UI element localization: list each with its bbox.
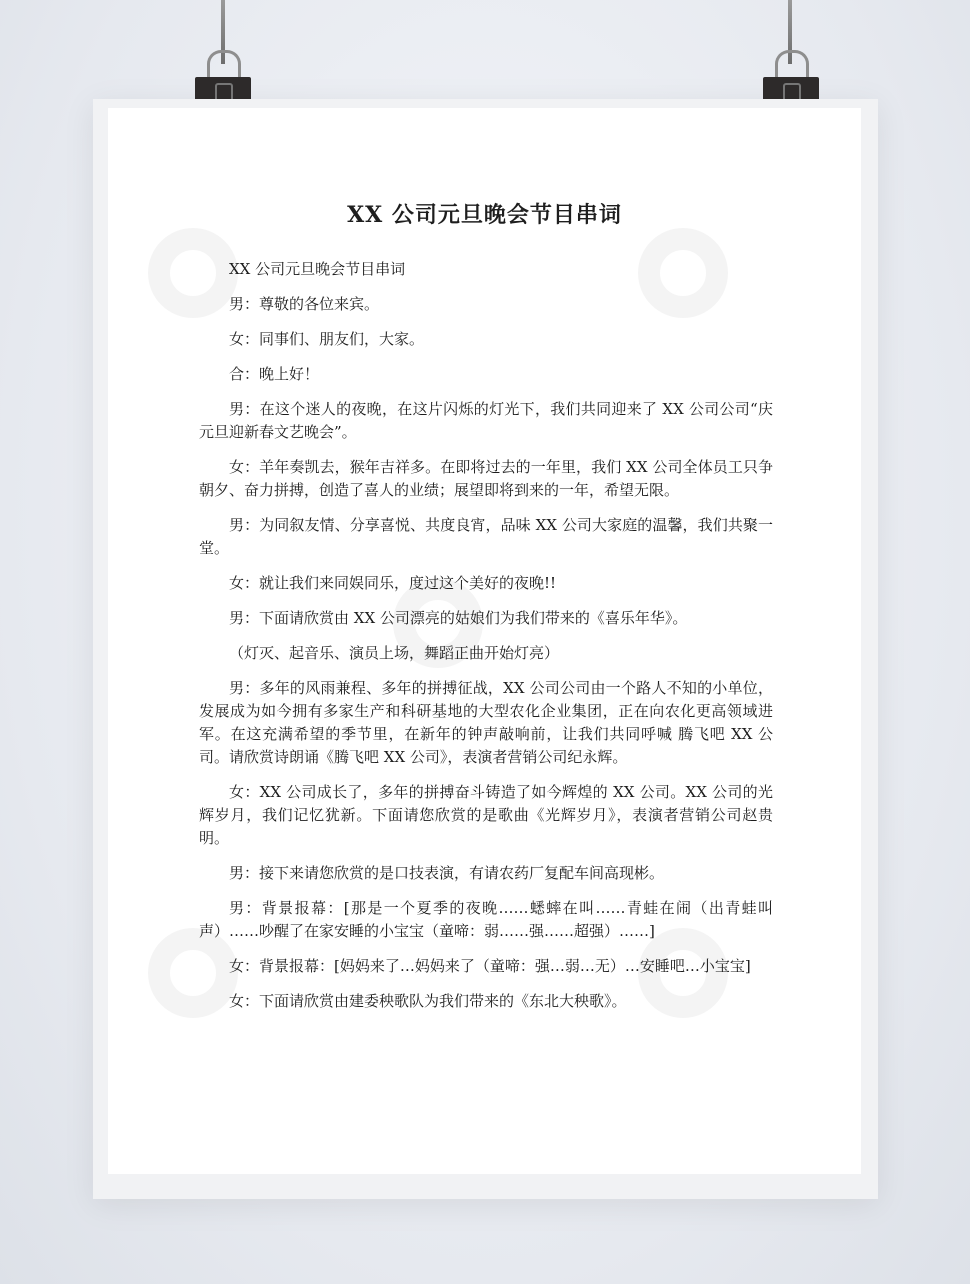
paragraph: 女：就让我们来同娱同乐，度过这个美好的夜晚!! [229,574,557,592]
paragraph: 女：同事们、朋友们，大家。 [229,330,425,348]
paragraph: 女：XX 公司成长了，多年的拼搏奋斗铸造了如今辉煌的 XX 公司。XX 公司的光辉岁月，我们记忆犹新。下面请您欣赏的是歌曲《光辉岁月》，表演者营销公司赵贵明。 [199,783,773,847]
paragraph: 女：下面请欣赏由建委秧歌队为我们带来的《东北大秧歌》。 [229,992,627,1010]
paragraph: 合：晚上好！ [229,365,320,383]
paragraph: 男：尊敬的各位来宾。 [229,295,380,313]
paragraph: 女：背景报幕：[妈妈来了…妈妈来了（童啼：强…弱…无）…安睡吧…小宝宝] [229,957,751,975]
paragraph: XX 公司元旦晚会节目串词 [229,260,406,278]
paragraph: （灯灭、起音乐、演员上场，舞蹈正曲开始灯亮） [229,644,560,662]
document-body [199,258,773,1025]
paragraph: 男：为同叙友情、分享喜悦、共度良宵，品味 XX 公司大家庭的温馨，我们共聚一堂。 [199,516,773,557]
paragraph: 男：在这个迷人的夜晚，在这片闪烁的灯光下，我们共同迎来了 XX 公司公司“庆元旦迎新春文艺晚会”。 [199,400,773,441]
paragraph: 女：羊年奏凯去，猴年吉祥多。在即将过去的一年里，我们 XX 公司全体员工只争朝夕、奋力拼搏，创造了喜人的业绩；展望即将到来的一年，希望无限。 [199,458,773,499]
paragraph: 男：下面请欣赏由 XX 公司漂亮的姑娘们为我们带来的《喜乐年华》。 [229,609,688,627]
document-title: XX 公司元旦晚会节目串词 [347,202,622,228]
paragraph: 男：多年的风雨兼程、多年的拼搏征战，XX 公司公司由一个路人不知的小单位，发展成为如今拥有多家生产和科研基地的大型农化企业集团，正在向农化更高领域进军。在这充满希望的季节里，在新年的钟声敲响前，让我们共同呼喊 腾飞吧 XX 公司。请欣赏诗朗诵《腾飞吧 XX 公司》，表演者营销公司纪永辉。 [199,679,773,766]
paragraph: 男：接下来请您欣赏的是口技表演，有请农药厂复配车间高现彬。 [229,864,665,882]
paragraph: 男：背景报幕：[那是一个夏季的夜晚……蟋蟀在叫……青蛙在闹（出青蛙叫声）……吵醒了在家安睡的小宝宝（童啼：弱……强……超强）……] [199,899,773,940]
